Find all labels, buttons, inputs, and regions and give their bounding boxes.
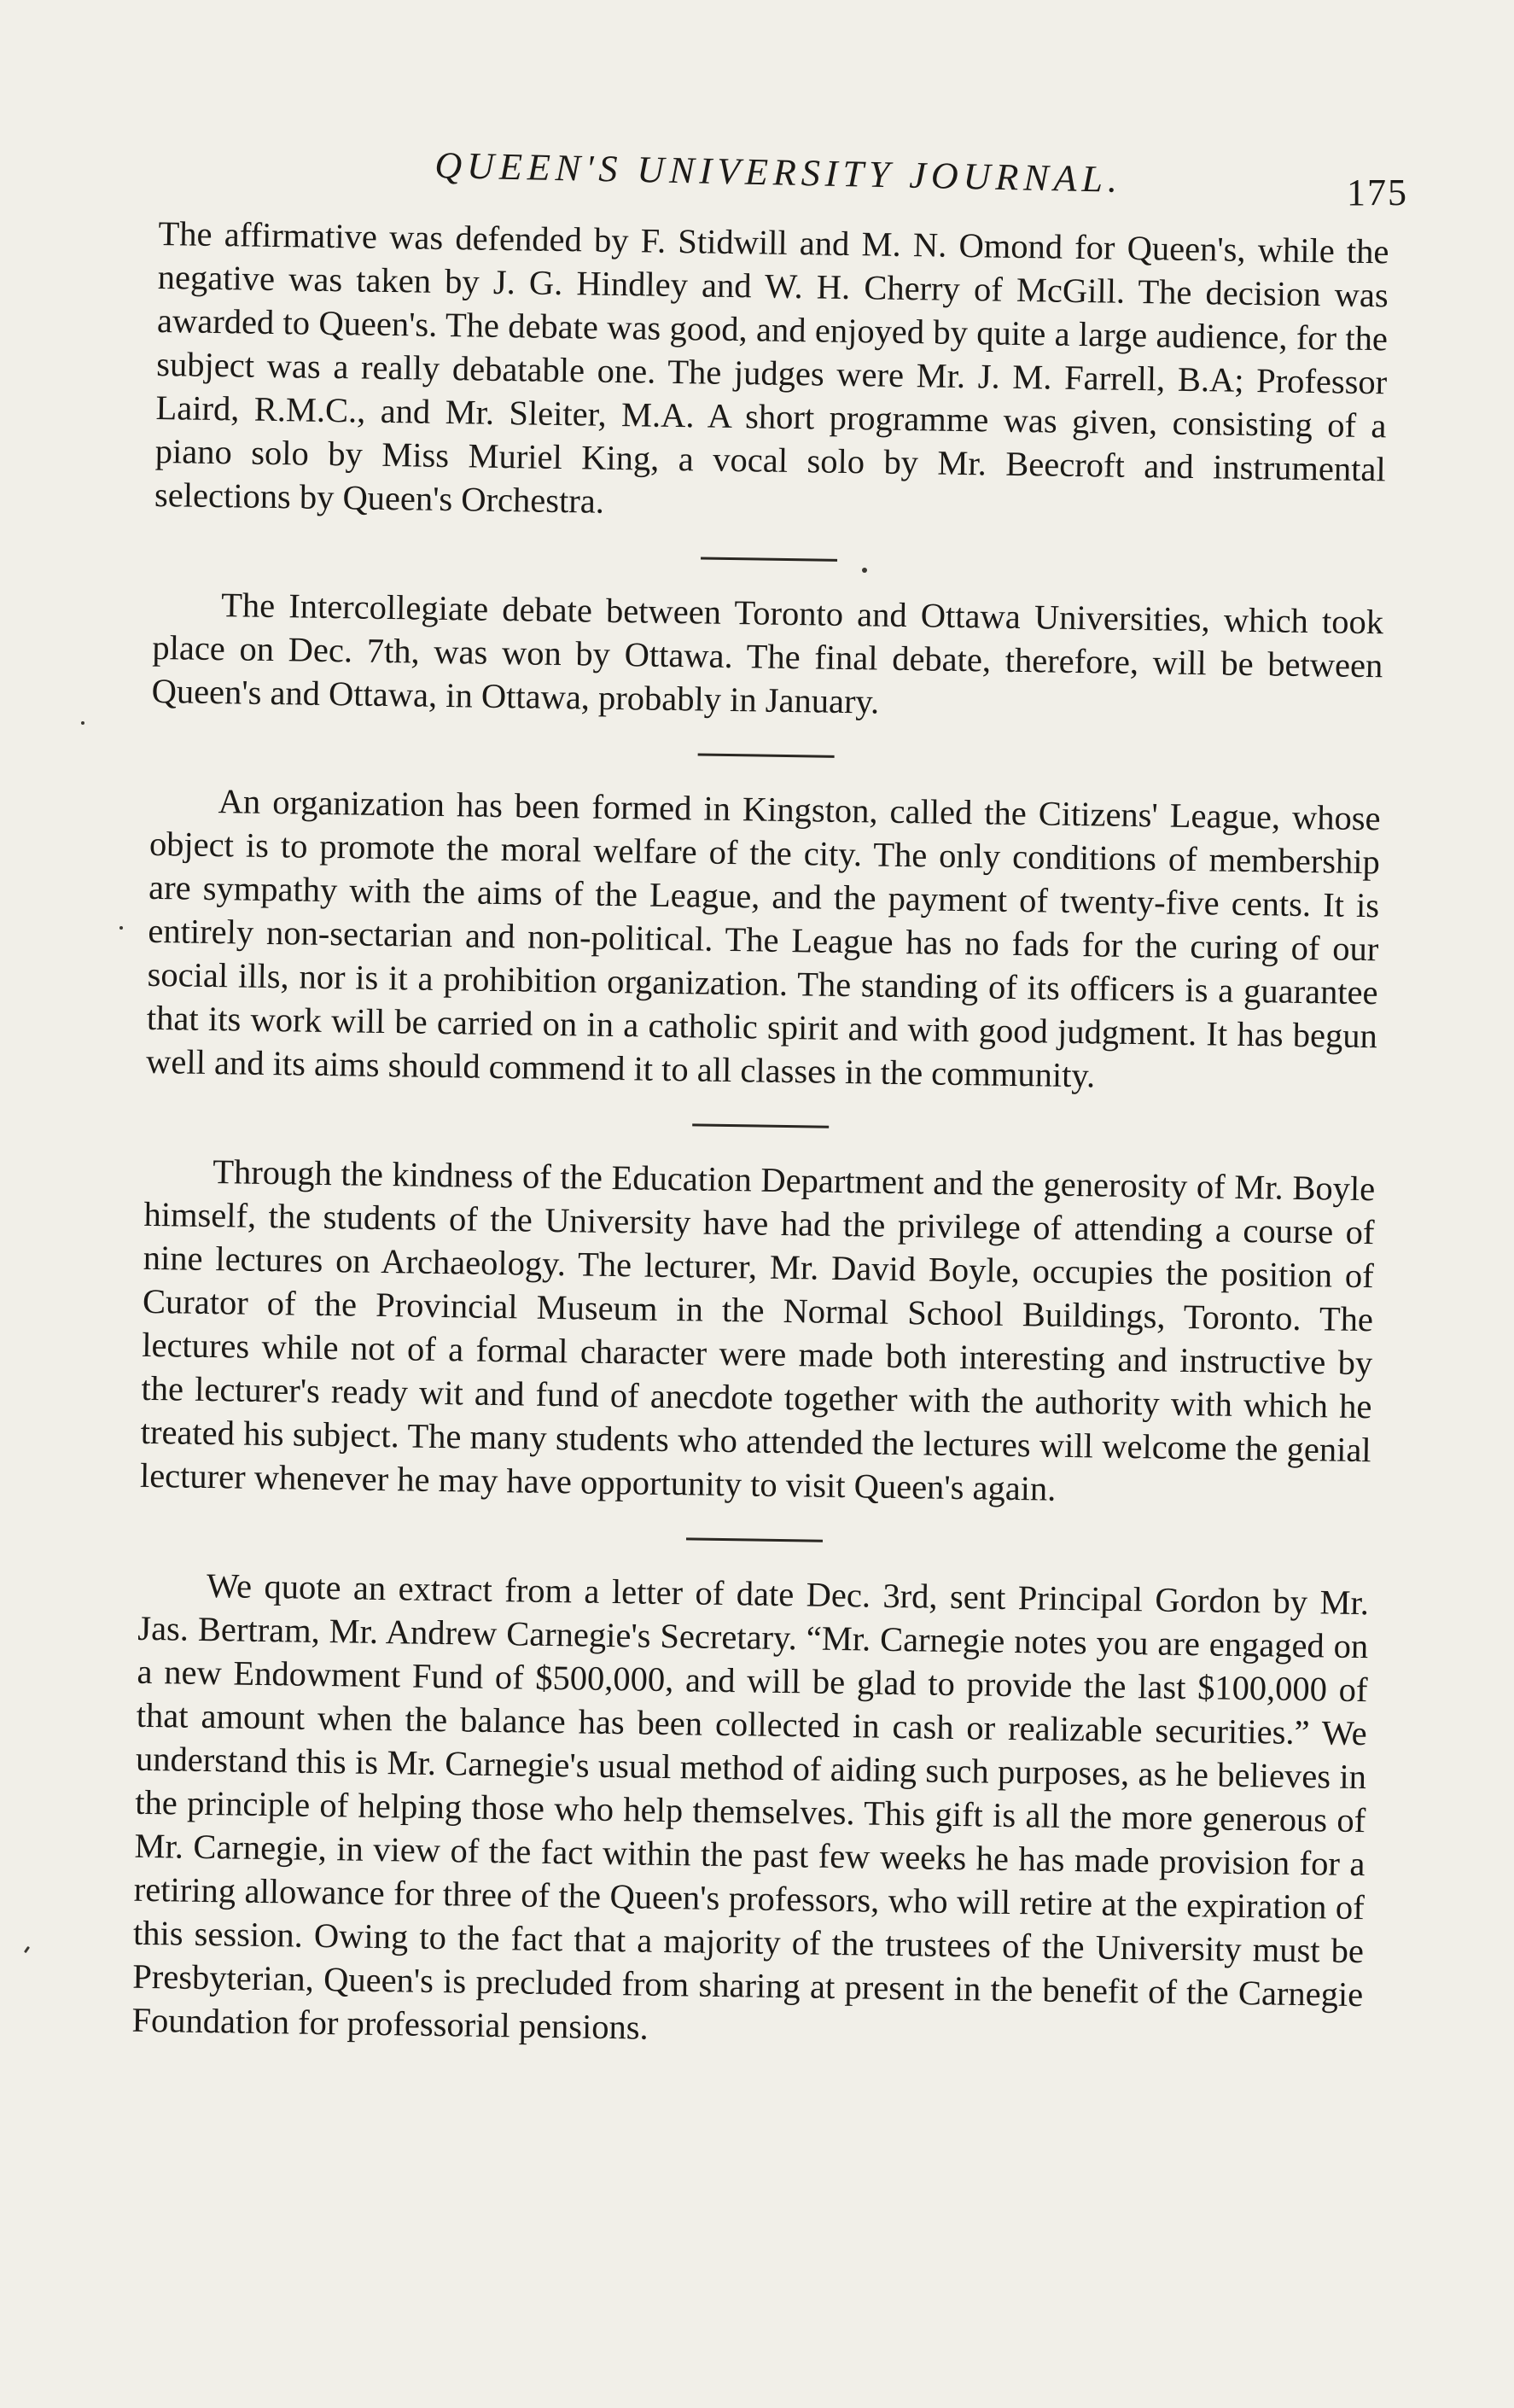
print-speck [862,568,867,573]
section-divider [692,1123,829,1128]
section-divider [698,753,835,757]
article-body [131,212,1389,2060]
section-divider [686,1537,823,1542]
print-speck [119,926,123,930]
section-divider [701,557,837,561]
page-number: 175 [1347,172,1408,213]
print-speck [81,721,84,725]
running-title: QUEEN'S UNIVERSITY JOURNAL. [434,143,1123,201]
paragraph-archaeology-lectures: Through the kindness of the Education Department and the generosity of Mr. Boyle himself, the students of the University have had the privilege of attending a course of nine lectures on Archaeology. The lecturer, Mr. David Boyle, occupies the position of Curator of the Provincial Museum in the Normal School Buildings, Toronto. The lectures while not of a formal character were made both interesting and instructive by the lecturer's ready wit and fund of anecdote together with the authority with which he treated his subject. The many students who attended the lectures will welcome the genial lecturer whenever he may have opportunity to visit Queen's again. [139,1152,1376,1508]
print-speck [24,1946,30,1953]
paragraph-intercollegiate-debate: The Intercollegiate debate between Toronto and Ottawa Universities, which took place on Dec. 7th, was won by Ottawa. The final debate, therefore, will be between Queen's and Ottawa, in Ottawa, probably in January. [151,586,1384,721]
paragraph-citizens-league: An organization has been formed in Kingston, called the Citizens' League, whose object is to promote the moral welfare of the city. The only conditions of membership are sympathy with the aims of the League, and the payment of twenty-five cents. It is entirely non-sectarian and non-political. The League has no fads for the curing of our social ills, nor is it a prohibition organization. The standing of its officers is a guarantee that its work will be carried on in a catholic spirit and with good judgment. It has begun well and its aims should commend it to all classes in the community. [145,782,1381,1095]
paragraph-carnegie-gift: We quote an extract from a letter of date Dec. 3rd, sent Principal Gordon by Mr. Jas. Bertram, Mr. Andrew Carnegie's Secretary. “Mr. Carnegie notes you are engaged on a new Endowment Fund of $500,000, and will be glad to provide the last $100,000 of that amount when the balance has been collected in cash or realizable securities.” We understand this is Mr. Carnegie's usual method of aiding such purposes, as he believes in the principle of helping those who help themselves. This gift is all the more generous of Mr. Carnegie, in view of the fact within the past few weeks he has made provision for a retiring allowance for three of the Queen's professors, who will retire at the expiration of this session. Owing to the fact that a majority of the trustees of the University must be Presbyterian, Queen's is precluded from sharing at present in the benefit of the Carnegie Foundation for professorial pensions. [131,1566,1370,2047]
paragraph-debate-result: The affirmative was defended by F. Stidwill and M. N. Omond for Queen's, while the negative was taken by J. G. Hindley and W. H. Cherry of McGill. The decision was awarded to Queen's. The debate was good, and enjoyed by quite a large audience, for the subject was a really debatable one. The judges were Mr. J. M. Farrell, B.A; Professor Laird, R.M.C., and Mr. Sleiter, M.A. A short programme was given, consisting of a piano solo by Miss Muriel King, a vocal solo by Mr. Beecroft and instrumental selections by Queen's Orchestra. [154,213,1389,521]
